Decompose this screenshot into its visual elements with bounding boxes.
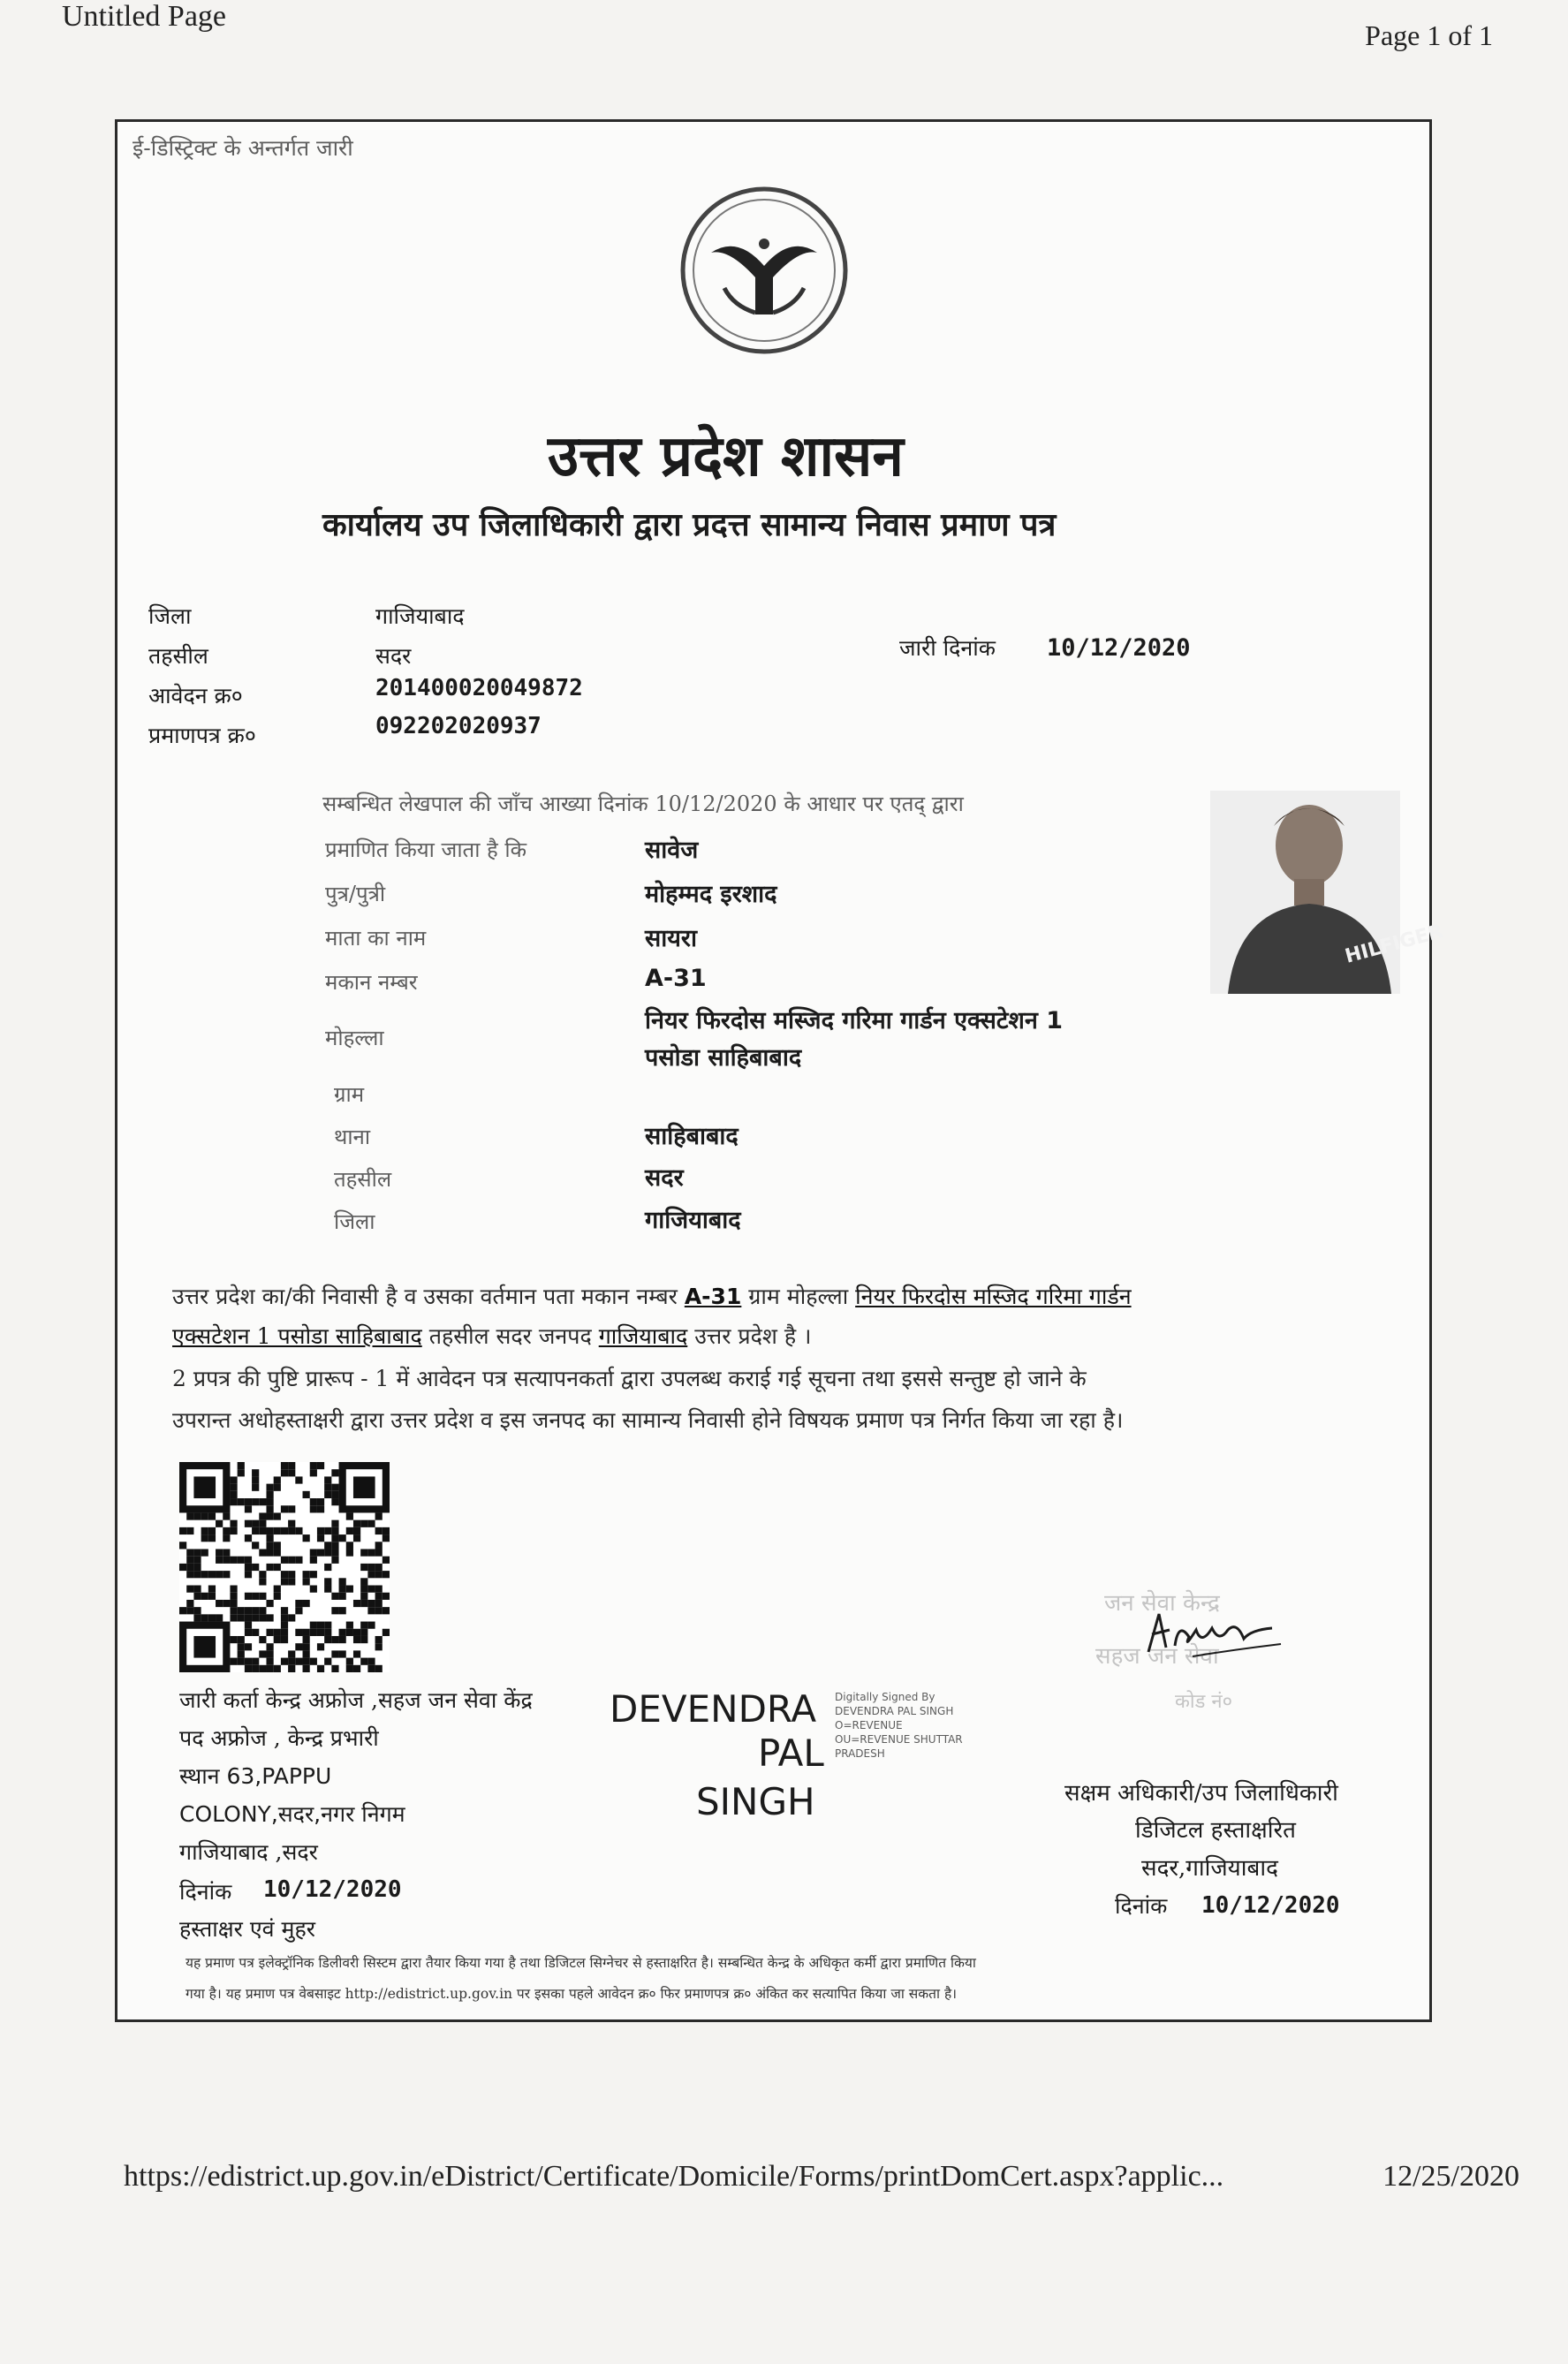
para1-text-a: उत्तर प्रदेश का/की निवासी है व उसका वर्तमान पता मकान नम्बर [172, 1284, 678, 1309]
field-label-certified: प्रमाणित किया जाता है कि [325, 837, 527, 862]
certificate-heading: कार्यालय उप जिलाधिकारी द्वारा प्रदत्त सामान्य निवास प्रमाण पत्र [322, 507, 1057, 543]
field-value-mohalla-line2: पसोडा साहिबाबाद [645, 1044, 802, 1072]
para1-house-no: A-31 [684, 1284, 742, 1309]
issue-date-value: 10/12/2020 [1047, 634, 1191, 662]
para1-text-c: ग्राम मोहल्ला [748, 1284, 849, 1309]
print-date: 12/25/2020 [1382, 2160, 1519, 2193]
sig-note-line4: OU=REVENUE SHUTTAR [835, 1733, 963, 1746]
up-emblem-icon [658, 182, 870, 359]
authority-title: सक्षम अधिकारी/उप जिलाधिकारी [1064, 1780, 1338, 1807]
field-label-mother: माता का नाम [325, 926, 427, 951]
issuer-post: पद अफ्रोज , केन्द्र प्रभारी [179, 1725, 379, 1751]
meta-value-district: गाजियाबाद [375, 603, 465, 629]
field-label-village: ग्राम [334, 1082, 365, 1107]
signer-name-line1: DEVENDRA [610, 1687, 817, 1731]
para1-mohalla-cont: एक्सटेशन 1 पसोडा साहिबाबाद [172, 1323, 422, 1349]
field-label-district: जिला [334, 1209, 375, 1234]
residence-paragraph-line2 [172, 1321, 812, 1351]
photo-shirt-text: HILFIGER [1343, 921, 1446, 968]
verification-intro: सम्बन्धित लेखपाल की जाँच आख्या दिनांक 10/12/2020 के आधार पर एतद् द्वारा [322, 792, 964, 816]
authority-date-value: 10/12/2020 [1201, 1892, 1340, 1919]
meta-label-district: जिला [148, 603, 192, 629]
verification-paragraph-line1: 2 प्रपत्र की पुष्टि प्रारूप - 1 में आवेदन पत्र सत्यापनकर्ता द्वारा उपलब्ध कराई गई सूचना तथा इससे सन्तुष्ट हो जाने के [172, 1366, 1087, 1391]
sig-note-line2: DEVENDRA PAL SINGH [835, 1705, 954, 1717]
field-label-police-station: थाना [334, 1125, 371, 1149]
handwritten-signature-icon [1140, 1603, 1290, 1665]
sig-note-line5: PRADESH [835, 1747, 885, 1760]
signer-name-line3: SINGH [696, 1780, 815, 1823]
issue-date-label: जारी दिनांक [899, 635, 996, 661]
applicant-photo-icon [1210, 791, 1446, 994]
signer-name-line2: PAL [758, 1731, 824, 1775]
fine-print-line1: यह प्रमाण पत्र इलेक्ट्रॉनिक डिलीवरी सिस्टम द्वारा तैयार किया गया है तथा डिजिटल सिग्नेचर से हस्ताक्षरित है। सम्बन्धित केन्द्र के अधिकृत कर्मी द्वारा प्रमाणित किया [186, 1955, 976, 1971]
stamp-line3: कोड नं० [1175, 1691, 1233, 1713]
field-value-mohalla: नियर फिरदोस मस्जिद गरिमा गार्डन एक्सटेशन 1 [645, 1007, 1064, 1034]
page-number: Page 1 of 1 [1365, 19, 1493, 51]
para1-text-h: उत्तर प्रदेश है । [694, 1323, 812, 1349]
issuer-district: गाजियाबाद ,सदर [179, 1839, 318, 1865]
verification-paragraph-line2: उपरान्त अधोहस्ताक्षरी द्वारा उत्तर प्रदेश व इस जनपद का सामान्य निवासी होने विषयक प्रमाण पत्र निर्गत किया जा रहा है। [172, 1407, 1124, 1433]
field-label-father: पुत्र/पुत्री [325, 882, 386, 906]
authority-date-label: दिनांक [1115, 1893, 1168, 1919]
stamp-line2: सहज जन सेवा [1095, 1643, 1219, 1670]
meta-label-tehsil: तहसील [148, 643, 208, 669]
field-label-mohalla: मोहल्ला [325, 1026, 384, 1050]
field-value-tehsil: सदर [645, 1164, 684, 1192]
digital-signature-note [835, 1690, 963, 1761]
sig-note-line1: Digitally Signed By [835, 1691, 935, 1703]
issuer-centre: जारी कर्ता केन्द्र अफ्रोज ,सहज जन सेवा केंद्र [179, 1687, 533, 1713]
field-value-house-no: A-31 [645, 965, 707, 992]
field-value-father: मोहम्मद इरशाद [645, 881, 777, 908]
field-label-house-no: मकान नम्बर [325, 970, 418, 995]
para1-mohalla: नियर फिरदोस मस्जिद गरिमा गार्डन [855, 1284, 1132, 1309]
meta-value-certificate-no: 092202020937 [375, 713, 542, 739]
authority-digital: डिजिटल हस्ताक्षरित [1135, 1817, 1296, 1844]
field-value-name: सावेज [645, 837, 699, 864]
issued-under-note: ई-डिस्ट्रिक्ट के अन्तर्गत जारी [133, 135, 353, 161]
field-value-mother: सायरा [645, 925, 697, 952]
field-value-police-station: साहिबाबाद [645, 1123, 739, 1150]
issuer-address: COLONY,सदर,नगर निगम [179, 1801, 405, 1827]
fine-print-line2: गया है। यह प्रमाण पत्र वेबसाइट http://edistrict.up.gov.in पर इसका पहले आवेदन क्र० फिर प्रमाणपत्र क्र० अंकित कर सत्यापित किया जा सकता है। [186, 1986, 958, 2002]
para1-text-f: तहसील सदर जनपद [428, 1323, 592, 1349]
issuer-date-value: 10/12/2020 [263, 1876, 402, 1903]
meta-label-application-no: आवेदन क्र० [148, 683, 243, 708]
issuer-place: स्थान 63,PAPPU [179, 1763, 332, 1789]
residence-paragraph-line1 [172, 1281, 1132, 1311]
issuer-date-label: दिनांक [179, 1879, 232, 1905]
field-label-tehsil: तहसील [334, 1167, 392, 1192]
browser-page-title: Untitled Page [62, 0, 227, 33]
para1-district: गाजियाबाद [598, 1323, 688, 1349]
page-url: https://edistrict.up.gov.in/eDistrict/Certificate/Domicile/Forms/printDomCert.aspx?applic... [124, 2160, 1224, 2193]
applicant-photo [1210, 791, 1446, 994]
issuer-signature-label: हस्ताक्षर एवं मुहर [179, 1916, 315, 1942]
government-title: उत्तर प्रदेश शासन [548, 424, 904, 489]
field-value-district: गाजियाबाद [645, 1207, 741, 1234]
authority-office: सदर,गाजियाबाद [1141, 1855, 1278, 1882]
meta-label-certificate-no: प्रमाणपत्र क्र० [148, 723, 256, 748]
qr-code-icon [179, 1462, 390, 1672]
stamp-line1: जन सेवा केन्द्र [1104, 1590, 1220, 1617]
meta-value-application-no: 201400020049872 [375, 675, 583, 701]
sig-note-line3: O=REVENUE [835, 1719, 903, 1731]
meta-value-tehsil: सदर [375, 643, 412, 669]
